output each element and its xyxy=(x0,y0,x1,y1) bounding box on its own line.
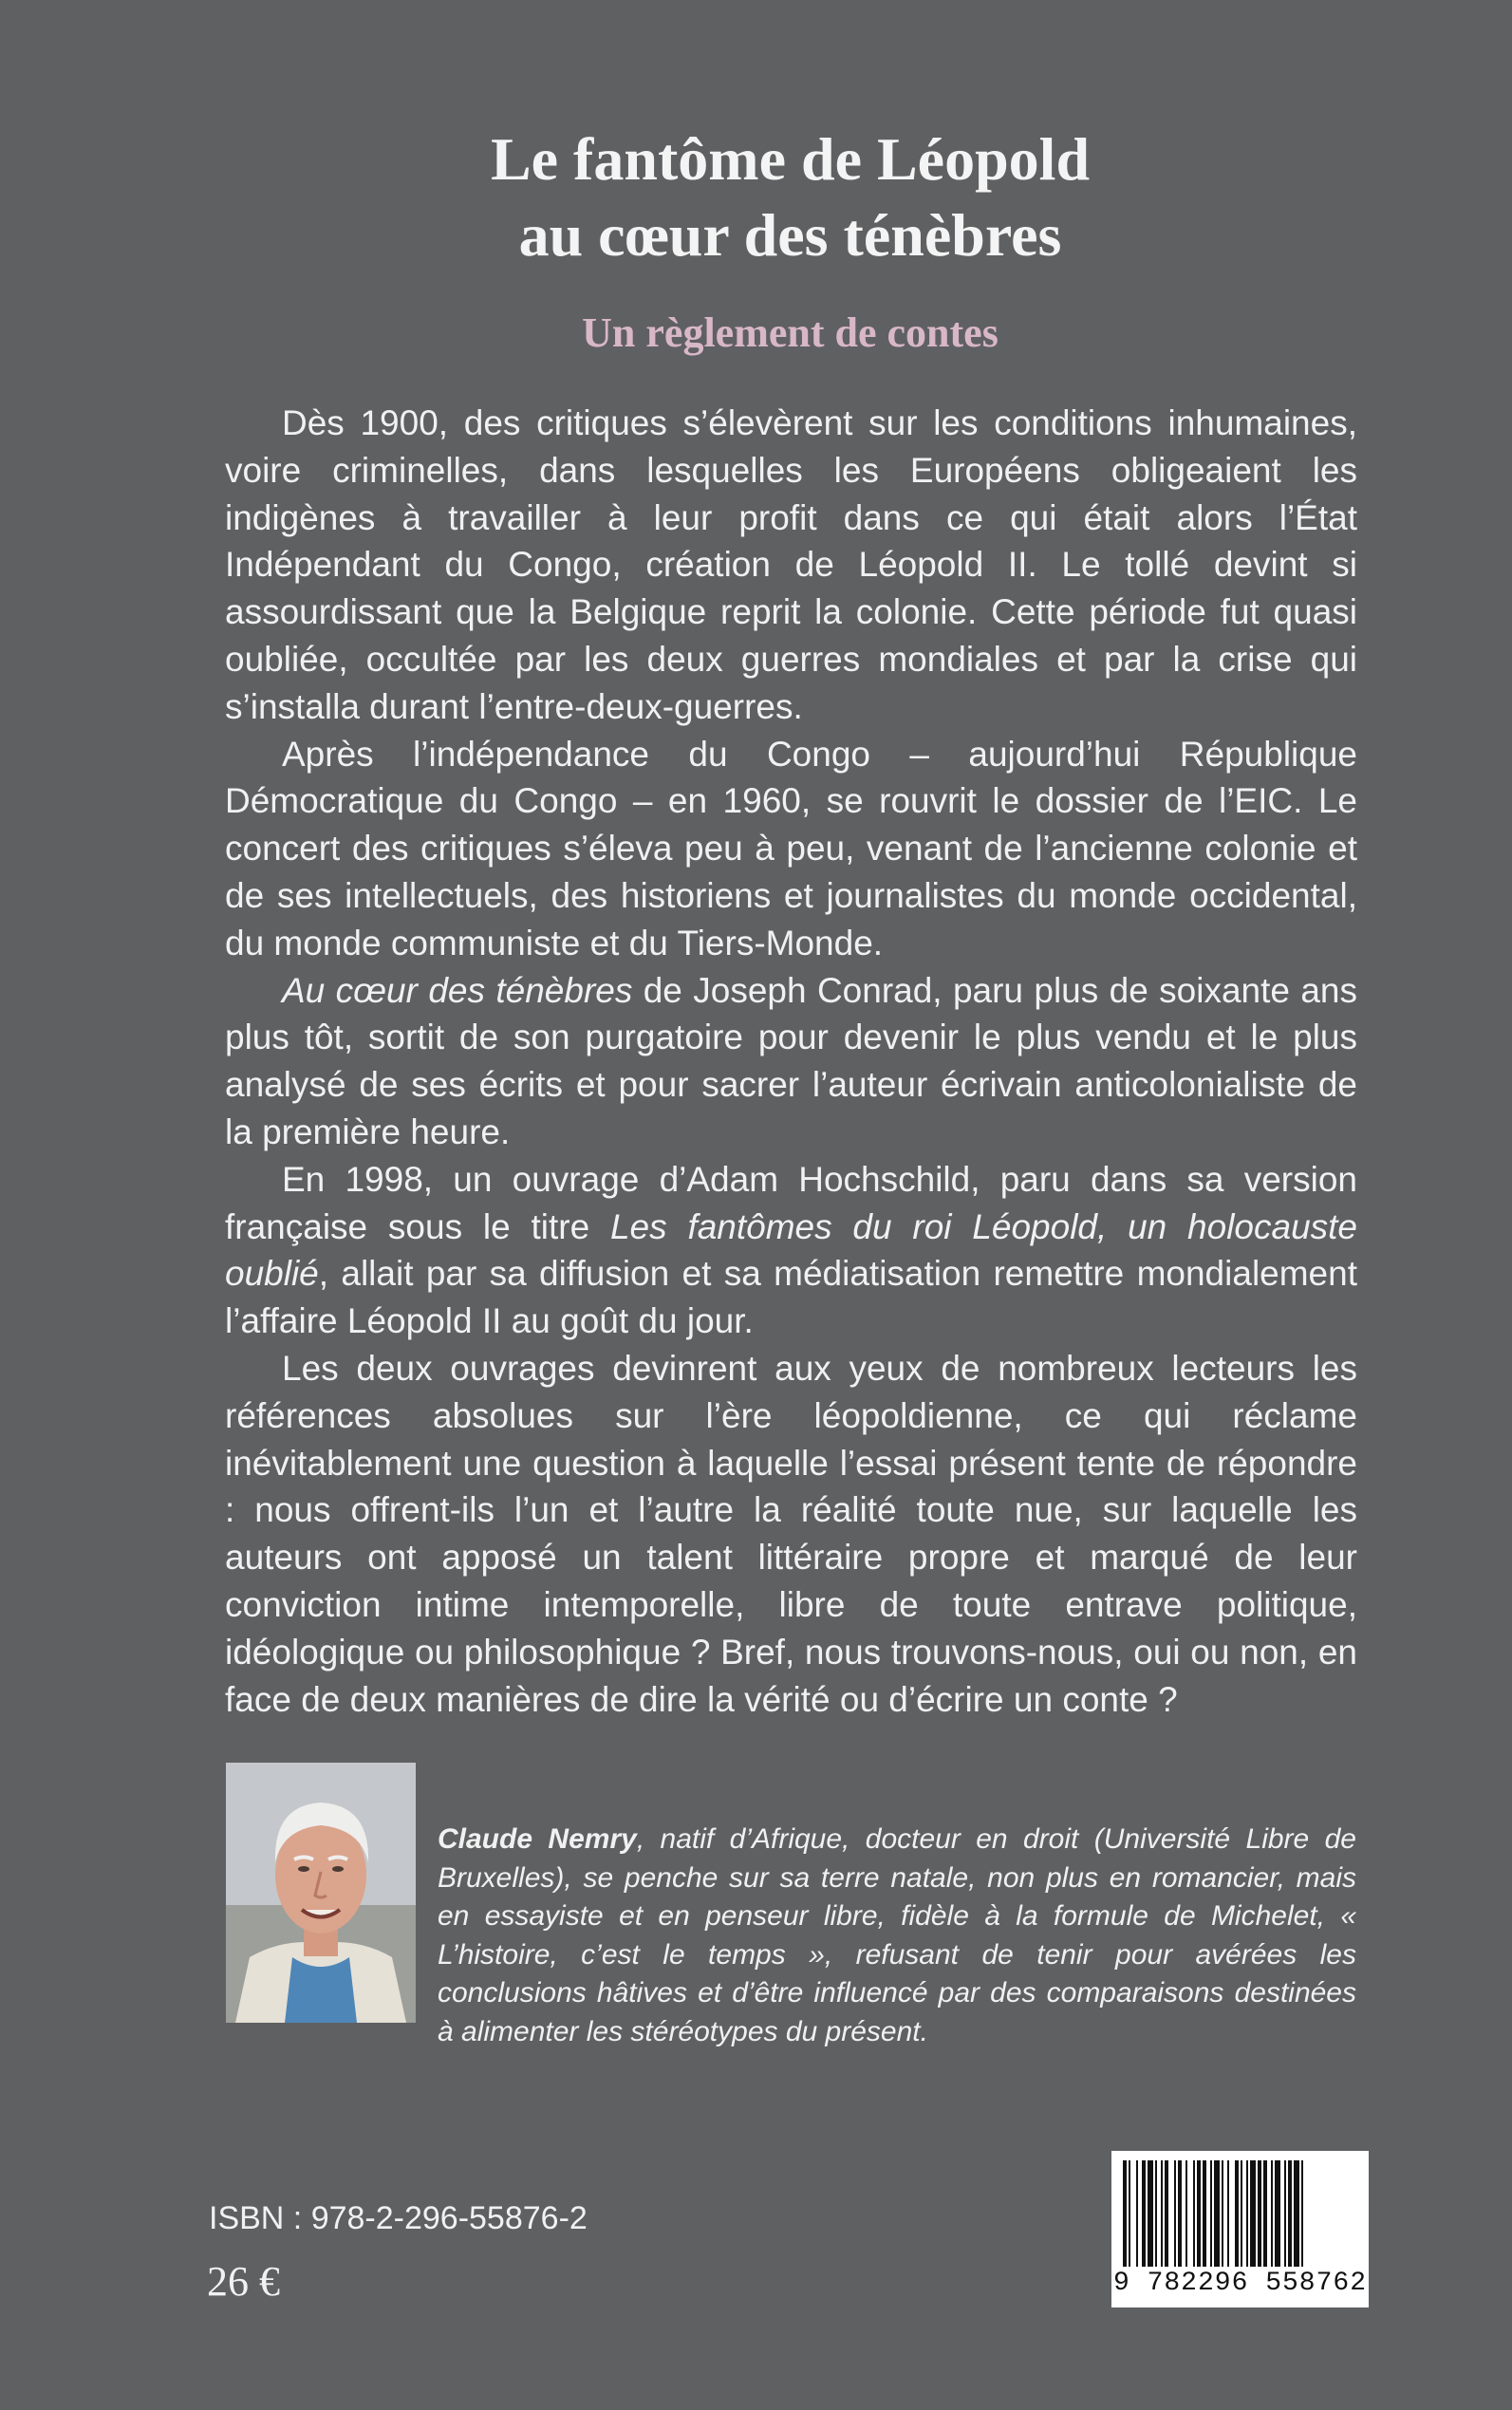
barcode-bar xyxy=(1155,2160,1157,2267)
isbn: ISBN : 978-2-296-55876-2 xyxy=(209,2200,588,2236)
price: 26 € xyxy=(207,2258,280,2305)
barcode-bar xyxy=(1136,2160,1138,2267)
blurb-paragraph-5: Les deux ouvrages devinrent aux yeux de nombreux lecteurs les références absolues sur l’ère léopoldienne, ce qui réclame inévitablement une question à laquelle l’essai présent tente de répondre : nous offrent-ils l’un et l’autre la réalité toute nue, sur laquelle les auteurs ont apposé un talent littéraire propre et marqué de leur conviction intime intemporelle, libre de toute entrave politique, idéologique ou philosophique ? Bref, nous trouvons-nous, oui ou non, en face de deux manières de dire la vérité ou d’écrire un conte ? xyxy=(225,1348,1357,1719)
author-photo xyxy=(226,1763,416,2023)
barcode xyxy=(1111,2151,1369,2307)
barcode-bar xyxy=(1258,2160,1261,2267)
barcode-bar xyxy=(1263,2160,1267,2267)
author-name: Claude Nemry xyxy=(438,1823,637,1855)
barcode-bar xyxy=(1203,2160,1206,2267)
barcode-bar xyxy=(1129,2160,1130,2267)
barcode-bar xyxy=(1275,2160,1280,2267)
blurb xyxy=(225,400,1357,1723)
barcode-bar xyxy=(1161,2160,1163,2267)
blurb-paragraph-1: Dès 1900, des critiques s’élevèrent sur les conditions inhumaines, voire criminelles, dans lesquelles les Européens obligeaient les indigènes à travailler à leur profit dans ce qui était alors l’État Indépendant du Congo, création de Léopold II. Le tollé devint si assourdissant que la Belgique reprit la colonie. Cette période fut quasi oubliée, occultée par les deux guerres mondiales et par la crise qui s’installa durant l’entre-deux-guerres. xyxy=(225,403,1357,726)
barcode-bar xyxy=(1214,2160,1220,2267)
barcode-bar xyxy=(1288,2160,1292,2267)
barcode-bar xyxy=(1284,2160,1286,2267)
barcode-bar xyxy=(1142,2160,1146,2267)
barcode-bar xyxy=(1210,2160,1212,2267)
barcode-bar xyxy=(1294,2160,1299,2267)
barcode-bar xyxy=(1178,2160,1182,2267)
book-subtitle: Un règlement de contes xyxy=(582,309,999,356)
barcode-bar xyxy=(1185,2160,1187,2267)
title-line-2: au cœur des ténèbres xyxy=(518,201,1062,269)
barcode-bar xyxy=(1123,2160,1127,2267)
barcode-bar xyxy=(1235,2160,1239,2267)
blurb-paragraph-3: Au cœur des ténèbres de Joseph Conrad, paru plus de soixante ans plus tôt, sortit de son purgatoire pour devenir le plus vendu et le plus analysé de ses écrits et pour sacrer l’auteur écrivain anticolonialiste de la première heure. xyxy=(225,970,1358,1151)
author-bio: Claude Nemry, natif d’Afrique, docteur en droit (Université Libre de Bruxelles), se penche sur sa terre natale, non plus en romancier, mais en essayiste et en penseur libre, fidèle à la formule de Michelet, « L’histoire, c’est le temps », refusant de tenir pour avérées les conclusions hâtives et d’être influencé par des comparaisons destinées à alimenter les stéréotypes du présent. xyxy=(438,1823,1356,2047)
author-portrait-icon xyxy=(226,1763,416,2023)
title-line-1: Le fantôme de Léopold xyxy=(490,125,1091,193)
blurb-paragraph-2: Après l’indépendance du Congo – aujourd’hui République Démocratique du Congo – en 1960, se rouvrit le dossier de l’EIC. Le concert des critiques s’éleva peu à peu, venant de l’ancienne colonie et de ses intellectuels, des historiens et journalistes du monde occidental, du monde communiste et du Tiers-Monde. xyxy=(225,734,1357,962)
barcode-bar xyxy=(1241,2160,1242,2267)
barcode-bar xyxy=(1174,2160,1176,2267)
blurb-paragraph-4: En 1998, un ouvrage d’Adam Hochschild, paru dans sa version française sous le titre Les fantômes du roi Léopold, un holocauste oublié, allait par sa diffusion et sa médiatisation remettre mondialement l’affaire Léopold II au goût du jour. xyxy=(225,1159,1358,1341)
conrad-title: Au cœur des ténèbres xyxy=(282,970,633,1010)
barcode-bar xyxy=(1246,2160,1248,2267)
barcode-bar xyxy=(1165,2160,1168,2267)
barcode-bar xyxy=(1271,2160,1273,2267)
barcode-bar xyxy=(1222,2160,1223,2267)
barcode-bar xyxy=(1148,2160,1153,2267)
barcode-bar xyxy=(1227,2160,1229,2267)
hochschild-title: Les fantômes du roi Léopold, un holocauste oublié xyxy=(225,1206,1358,1294)
book-title xyxy=(0,121,1512,273)
barcode-bar xyxy=(1301,2160,1303,2267)
barcode-bars xyxy=(1111,2151,1369,2274)
barcode-number: 9 782296 558762 xyxy=(1112,2269,1368,2298)
barcode-bar xyxy=(1250,2160,1256,2267)
barcode-bar xyxy=(1197,2160,1201,2267)
barcode-bar xyxy=(1193,2160,1195,2267)
